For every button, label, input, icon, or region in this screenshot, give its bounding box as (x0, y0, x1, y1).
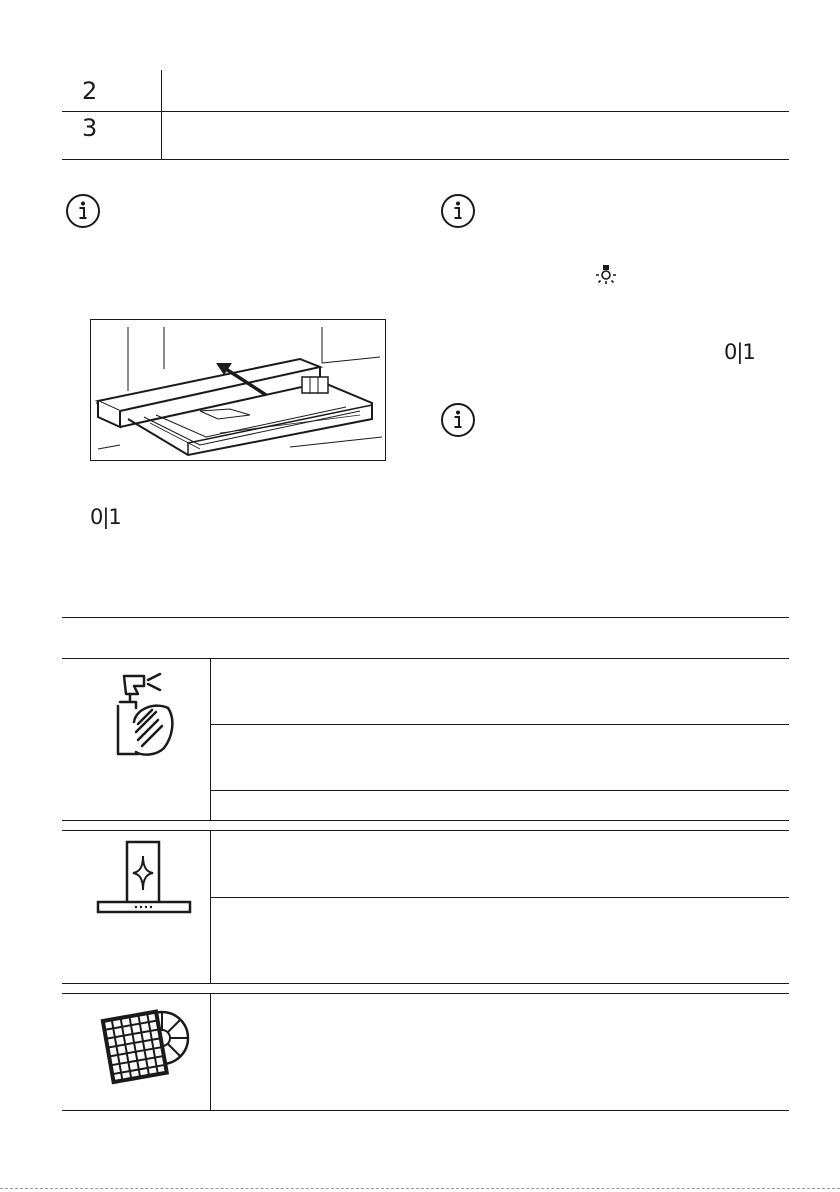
table-column-divider (210, 993, 211, 1110)
on-off-symbol: 0|1 (724, 340, 755, 364)
table-top-line (62, 830, 789, 831)
table-bottom-line (62, 1110, 789, 1111)
table-row-line (62, 820, 789, 821)
table-row-line (210, 897, 789, 898)
hood-pull-out-illustration (90, 319, 386, 461)
page-edge-dashes (0, 1188, 840, 1189)
table-top-line (62, 993, 789, 994)
info-icon (440, 402, 476, 438)
filter-icon (100, 1002, 192, 1086)
steps-table-bottom-line (62, 159, 789, 160)
info-icon (440, 193, 476, 229)
steps-table-row-line (62, 111, 789, 112)
hood-icon (96, 840, 192, 914)
table-column-divider (210, 658, 211, 821)
table-row-line (210, 790, 789, 791)
info-icon (65, 193, 101, 229)
step-number-2: 2 (82, 77, 98, 105)
light-icon (594, 263, 618, 287)
table-row-line (62, 983, 789, 984)
step-number-3: 3 (82, 114, 98, 142)
section-separator (62, 617, 789, 618)
table-row-line (210, 724, 789, 725)
on-off-symbol: 0|1 (90, 505, 121, 529)
spray-cleaning-icon (106, 672, 178, 758)
steps-table-divider (161, 70, 162, 159)
table-column-divider (210, 830, 211, 983)
table-top-line (62, 658, 789, 659)
